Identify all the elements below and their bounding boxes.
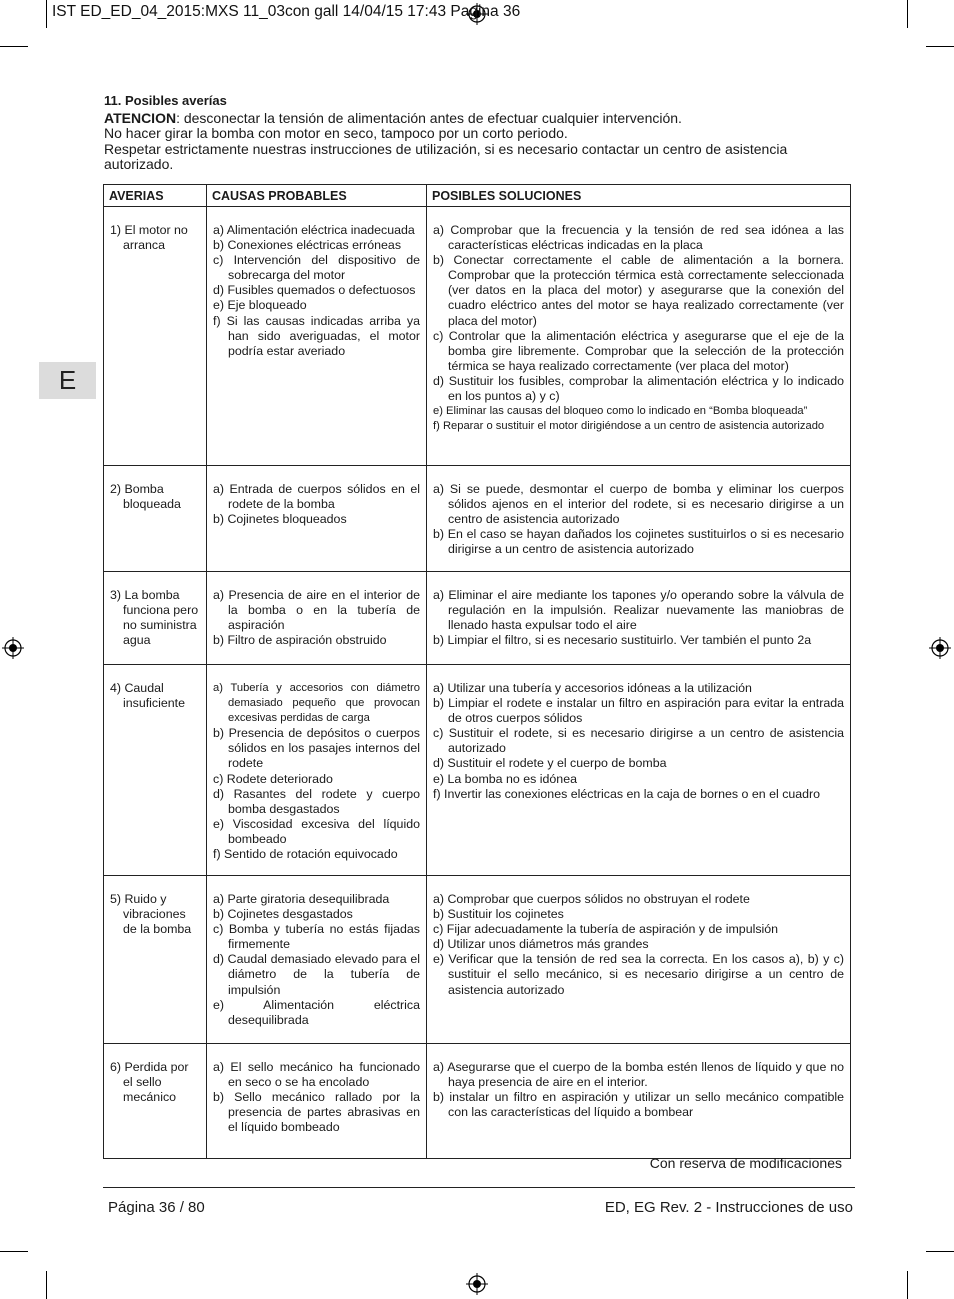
section-heading: 11. Posibles averías <box>104 93 227 108</box>
print-slug: IST ED_ED_04_2015:MXS 11_03con gall 14/04/15 17:43 Pagina 36 <box>52 3 521 20</box>
cause-item: a) Entrada de cuerpos sólidos en el rodete de la bomba <box>213 482 420 512</box>
table-row <box>104 665 851 876</box>
cause-item: d) Rasantes del rodete y cuerpo bomba desgastados <box>213 786 420 816</box>
solution-item: a) Comprobar que cuerpos sólidos no obstruyan el rodete <box>433 892 750 906</box>
crop-mark <box>907 1271 908 1299</box>
registration-mark-icon <box>466 1273 488 1295</box>
causes-cell <box>207 665 427 876</box>
table-row <box>104 572 851 665</box>
crop-mark <box>0 1251 28 1252</box>
fault-cell: 3) La bomba funciona pero no suministra agua <box>104 572 207 665</box>
cause-item: e) Alimentación eléctrica desequilibrada <box>213 997 420 1027</box>
document-title: ED, EG Rev. 2 - Instrucciones de uso <box>604 1199 853 1216</box>
crop-mark <box>46 0 47 28</box>
solution-item: a) Comprobar que la frecuencia y la tensión de red sea idónea a las características eléctricas indicadas en la placa <box>433 223 844 253</box>
causes-cell <box>207 876 427 1044</box>
cause-item: d) Fusibles quemados o defectuosos <box>213 283 416 298</box>
cause-item: e) Viscosidad excesiva del líquido bombeado <box>213 816 420 846</box>
warning-label: ATENCION <box>104 109 177 126</box>
warning-text: : desconectar la tensión de alimentación antes de efectuar cualquier intervención. <box>176 109 682 126</box>
table-row <box>104 1044 851 1159</box>
language-tab: E <box>39 362 96 399</box>
solution-item: d) Sustituir el rodete y el cuerpo de bomba <box>433 756 667 771</box>
cause-item: a) Parte giratoria desequilibrada <box>213 892 390 906</box>
cause-item: b) Cojinetes desgastados <box>213 907 353 922</box>
solutions-cell <box>427 466 851 572</box>
solution-item: a) Utilizar una tubería y accesorios idóneas a la utilización <box>433 681 752 695</box>
solution-item: c) Controlar que la alimentación eléctrica y asegurarse que el eje de la bomba gire libremente. Comprobar que la selección de la protección térmica se haya realizado correctamente (ver placa del motor) <box>433 328 844 373</box>
cause-item: d) Caudal demasiado elevado para el diámetro de la tubería de impulsión <box>213 952 420 997</box>
column-header-solutions: POSIBLES SOLUCIONES <box>427 185 851 207</box>
solution-item: b) Limpiar el filtro, si es necesario sustituirlo. Ver también el punto 2a <box>433 633 812 648</box>
cause-item: c) Bomba y tubería no estás fijadas firmemente <box>213 922 420 952</box>
cause-item: a) Presencia de aire en el interior de la bomba o en la tubería de aspiración <box>213 588 420 633</box>
cause-item: b) Sello mecánico rallado por la presencia de partes abrasivas en el líquido bombeado <box>213 1090 420 1135</box>
crop-mark <box>926 1251 954 1252</box>
crop-mark <box>0 46 28 47</box>
column-header-faults: AVERIAS <box>104 185 207 207</box>
causes-cell <box>207 572 427 665</box>
solution-item: a) Asegurarse que el cuerpo de la bomba estén llenos de líquido y que no haya presencia de aire en el interior. <box>433 1060 844 1090</box>
causes-cell <box>207 1044 427 1159</box>
column-header-causes: CAUSAS PROBABLES <box>207 185 427 207</box>
solution-item: a) Si se puede, desmontar el cuerpo de bomba y eliminar los cuerpos sólidos ajenos en el interior del rodete, si es necesario dirigirse a un centro de asistencia autorizado <box>433 482 844 527</box>
table-row <box>104 207 851 466</box>
crop-mark <box>926 46 954 47</box>
solutions-cell <box>427 665 851 876</box>
table-header-row <box>104 185 851 207</box>
registration-mark-icon <box>929 637 951 659</box>
causes-cell <box>207 207 427 466</box>
solution-item: d) Utilizar unos diámetros más grandes <box>433 937 649 952</box>
fault-cell: 2) Bomba bloqueada <box>104 466 207 572</box>
solution-item: e) Verificar que la tensión de red sea la correcta. En los casos a), b) y c) sustituir el sello mecánico, si es necesario dirigirse a un centro de asistencia autorizado <box>433 952 844 997</box>
solution-item: c) Fijar adecuadamente la tubería de aspiración y de impulsión <box>433 922 779 937</box>
solutions-cell <box>427 572 851 665</box>
intro-line: No hacer girar la bomba con motor en seco, tampoco por un corto periodo. <box>104 125 568 141</box>
intro-line: Respetar estrictamente nuestras instrucciones de utilización, si es necesario contactar un centro de asistencia autorizado. <box>104 140 788 172</box>
solution-item: e) Eliminar las causas del bloqueo como lo indicado en “Bomba bloqueada” <box>433 405 808 418</box>
cause-item: c) Rodete deteriorado <box>213 771 333 786</box>
fault-cell: 5) Ruido y vibraciones de la bomba <box>104 876 207 1044</box>
cause-item: f) Si las causas indicadas arriba ya han sido averiguadas, el motor podría estar averiado <box>213 313 420 358</box>
causes-cell <box>207 466 427 572</box>
fault-cell: 6) Perdida por el sello mecánico <box>104 1044 207 1159</box>
page-number: Página 36 / 80 <box>108 1199 205 1216</box>
solution-item: a) Eliminar el aire mediante los tapones y/o operando sobre la válvula de regulación en la impulsión. Realizar nuevamente las maniobras de llenado hasta expulsar todo el aire <box>433 588 844 633</box>
warning-line <box>104 111 849 127</box>
cause-item: b) Presencia de depósitos o cuerpos sólidos en los pasajes internos del rodete <box>213 726 420 771</box>
crop-mark <box>907 0 908 28</box>
cause-item: a) Tubería y accesorios con diámetro demasiado pequeño que provocan excesivas perdidas de carga <box>213 682 420 725</box>
cause-item: a) Alimentación eléctrica inadecuada <box>213 223 415 237</box>
cause-item: b) Filtro de aspiración obstruido <box>213 633 387 648</box>
table-row <box>104 876 851 1044</box>
solution-item: d) Sustituir los fusibles, comprobar la alimentación eléctrica y lo indicado en los puntos a) y c) <box>433 373 844 404</box>
cause-item: c) Intervención del dispositivo de sobrecarga del motor <box>213 253 420 283</box>
cause-item: b) Cojinetes bloqueados <box>213 512 347 527</box>
solution-item: b) Sustituir los cojinetes <box>433 907 564 922</box>
footnote: Con reserva de modificaciones <box>649 1155 842 1171</box>
fault-cell: 4) Caudal insuficiente <box>104 665 207 876</box>
cause-item: b) Conexiones eléctricas erróneas <box>213 238 402 253</box>
troubleshooting-table <box>103 184 851 1159</box>
crop-mark <box>46 1271 47 1299</box>
solution-item: c) Sustituir el rodete, si es necesario dirigirse a un centro de asistencia autorizado <box>433 726 844 756</box>
table-row <box>104 466 851 572</box>
footer-divider <box>103 1187 855 1188</box>
fault-cell: 1) El motor no arranca <box>104 207 207 466</box>
cause-item: e) Eje bloqueado <box>213 298 307 313</box>
solution-item: b) Conectar correctamente el cable de alimentación a la bornera. Comprobar que la protección térmica està correctamente seleccionada (ver datos en la placa del motor) y asegurarse que la conexión del cuadro eléctrico antes del motor se haya realizado correctamente (ver placa del motor) <box>433 253 844 328</box>
cause-item: a) El sello mecánico ha funcionado en seco o se ha encolado <box>213 1060 420 1090</box>
solution-item: e) La bomba no es idónea <box>433 771 577 786</box>
solution-item: b) instalar un filtro en aspiración y utilizar un sello mecánico compatible con las características del líquido a bombear <box>433 1090 844 1120</box>
registration-mark-icon <box>2 637 24 659</box>
solution-item: f) Invertir las conexiones eléctricas en la caja de bornes o en el cuadro <box>433 786 821 801</box>
solution-item: f) Reparar o sustituir el motor dirigiéndose a un centro de asistencia autorizado <box>433 420 825 433</box>
solution-item: b) Limpiar el rodete e instalar un filtro en aspiración para evitar la entrada de otros cuerpos sólidos <box>433 696 844 726</box>
solution-item: b) En el caso se hayan dañados los cojinetes sustituirlos o si es necesario dirigirse a un centro de asistencia autorizado <box>433 527 844 557</box>
solutions-cell <box>427 876 851 1044</box>
section-intro <box>104 93 849 173</box>
solutions-cell <box>427 1044 851 1159</box>
cause-item: f) Sentido de rotación equivocado <box>213 847 398 862</box>
solutions-cell <box>427 207 851 466</box>
